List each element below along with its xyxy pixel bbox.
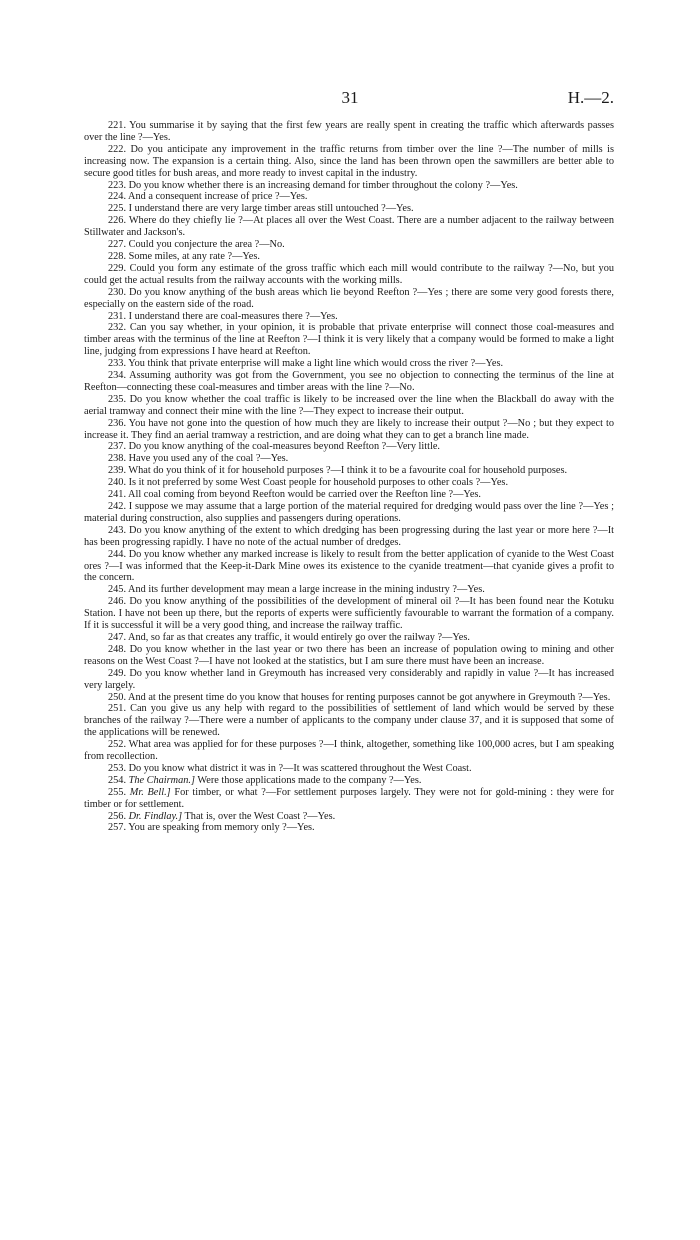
question-number: 256. [108,810,127,822]
question-paragraph: 223. Do you know whether there is an increasing demand for timber throughout the colony ?—Yes. [108,179,518,191]
page-header [0,88,700,110]
question-paragraph: 226. Where do they chiefly lie ?—At places all over the West Coast. There are a number adjacent to the railway between Stillwater and Jackson's. [84,215,614,239]
question-paragraph: 241. All coal coming from beyond Reefton would be carried over the Reefton line ?—Yes. [108,489,481,501]
question-paragraph: 225. I understand there are very large timber areas still untouched ?—Yes. [108,203,414,215]
question-paragraph: 233. You think that private enterprise will make a light line which would cross the river ?—Yes. [108,358,504,370]
question-paragraph: 240. Is it not preferred by some West Coast people for household purposes to other coals ?—Yes. [108,477,509,489]
question-paragraph: 238. Have you used any of the coal ?—Yes. [108,453,289,465]
question-number: 255. [108,786,127,798]
question-paragraph: 251. Can you give us any help with regard to the possibilities of settlement of land which would be served by these branches of the railway ?—There were a number of applicants to the company under clause 37, and it is supposed that some of the applications will be renewed. [84,703,614,739]
question-paragraph: 249. Do you know whether land in Greymouth has increased very considerably and rapidly in value ?—It has increased very largely. [84,667,614,691]
question-paragraph: 234. Assuming authority was got from the Government, you see no objection to connecting the terminus of the line at Reefton—connecting these coal-measures and timber areas with the line ?—No. [84,370,614,393]
question-paragraph: 252. What area was applied for for these purposes ?—I think, altogether, something like 100,000 acres, but I am speaking from recollection. [84,739,614,763]
question-paragraph: 221. You summarise it by saying that the first few years are really spent in creating the traffic which afterwards passes over the line ?—Yes. [84,120,614,143]
question-paragraph: 230. Do you know anything of the bush areas which lie beyond Reefton ?—Yes ; there are some very good forests there, especially on the eastern side of the road. [84,286,614,310]
question-paragraph: 239. What do you think of it for household purposes ?—I think it to be a favourite coal for household purposes. [108,465,568,477]
question-text: For timber, or what ?—For settlement purposes largely. They were not for gold-mining : they were for timber or for settlement. [84,786,614,810]
question-paragraph: 250. And at the present time do you know that houses for renting purposes cannot be got anywhere in Greymouth ?—Yes. [108,691,611,703]
question-paragraph: 257. You are speaking from memory only ?—Yes. [108,822,315,834]
question-paragraph: 244. Do you know whether any marked increase is likely to result from the better application of cyanide to the West Coast ores ?—I was informed that the Keep-it-Dark Mine owes its existence to the cyanide treatment—that cyanide gives a profit to the concern. [84,548,614,584]
question-paragraph: 231. I understand there are coal-measures there ?—Yes. [108,310,338,322]
question-paragraph: 236. You have not gone into the question of how much they are likely to increase their output ?—No ; but they expect to increase it. They find an aerial tramway a restriction, and are doing what they can to get a branch line made. [84,417,614,441]
speaker-name: The Chairman.] [128,774,195,786]
question-paragraph [84,811,614,823]
question-paragraph: 242. I suppose we may assume that a large portion of the material required for dredging would pass over the line ?—Yes ; material during construction, also supplies and passengers during operations. [84,501,614,524]
question-paragraph: 253. Do you know what district it was in ?—It was scattered throughout the West Coast. [108,762,472,774]
document-reference: H.—2. [567,88,614,107]
question-paragraph: 248. Do you know whether in the last year or two there has been an increase of population owing to mining and other reasons on the West Coast ?—I have not looked at the statistics, but I am sure there must have been an increase. [84,643,614,667]
question-paragraph: 224. And a consequent increase of price ?—Yes. [108,191,308,203]
question-paragraph: 243. Do you know anything of the extent to which dredging has been progressing during the last year or more here ?—It has been progressing rapidly. I have no note of the actual number of dredges. [84,524,614,548]
question-paragraph: 246. Do you know anything of the possibilities of the development of mineral oil ?—It has been found near the Kotuku Station. I have not been up there, but the reports of experts were sufficiently favourable to warrant the formation of a company. If it is successful it will be a very good thing, and increase the railway traffic. [84,596,614,632]
evidence-text [84,120,614,834]
question-paragraph: 235. Do you know whether the coal traffic is likely to be increased over the line when the Blackball do away with the aerial tramway and connect their mine with the line ?—They expect to increase their output. [84,393,614,417]
question-paragraph: 227. Could you conjecture the area ?—No. [108,239,285,251]
question-paragraph: 229. Could you form any estimate of the gross traffic which each mill would contribute to the railway ?—No, but you could get the actual results from the railway accounts with the working mills. [84,262,614,286]
question-paragraph: 247. And, so far as that creates any traffic, it would entirely go over the railway ?—Yes. [108,631,470,643]
speaker-name: Mr. Bell.] [129,786,171,798]
question-paragraph: 245. And its further development may mean a large increase in the mining industry ?—Yes. [108,584,485,596]
question-text: That is, over the West Coast ?—Yes. [184,810,336,822]
question-number: 254. [108,774,127,786]
question-paragraph: 228. Some miles, at any rate ?—Yes. [108,250,260,262]
page-number: 31 [341,88,359,107]
question-paragraph: 232. Can you say whether, in your opinion, it is probable that private enterprise will connect those coal-measures and timber areas with the terminus of the line at Reefton ?—I think it is very likely that a company would be formed to make a light line, judging from expressions I have heard at Reefton. [84,322,614,358]
question-paragraph: 237. Do you know anything of the coal-measures beyond Reefton ?—Very little. [108,441,440,453]
question-paragraph [84,787,614,811]
question-paragraph: 222. Do you anticipate any improvement in the traffic returns from timber over the line ?—The number of mills is increasing now. The expansion is a certain thing. Also, since the land has been thrown open the sawmillers are better able to secure good titles for bush areas, and more ready to invest capital in the industry. [84,143,614,179]
speaker-name: Dr. Findlay.] [128,810,183,822]
question-text: Were those applications made to the company ?—Yes. [197,774,422,786]
question-paragraph [84,775,614,787]
